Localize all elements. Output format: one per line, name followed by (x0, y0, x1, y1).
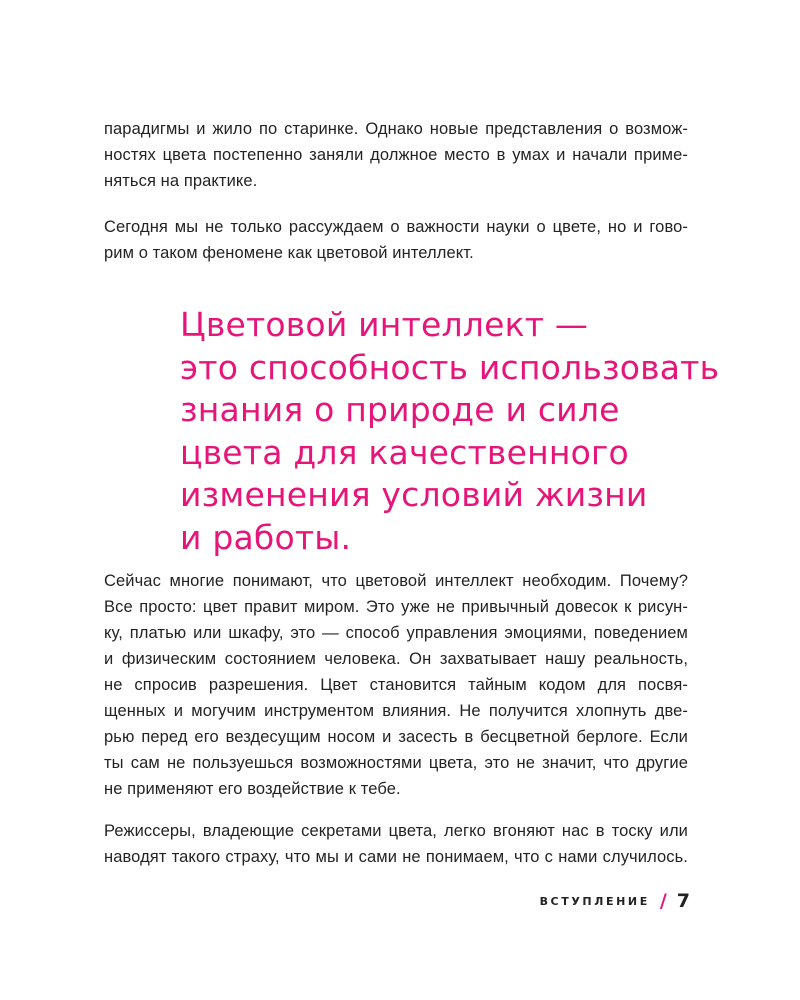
paragraph-line: ностях цвета постепенно заняли должное место в умах и начали приме- (104, 146, 688, 164)
paragraph-2 (104, 214, 688, 266)
paragraph-line: няться на практике. (104, 172, 258, 190)
paragraph-3 (104, 568, 688, 802)
paragraph-line: ты сам не пользуешься возможностями цвета, это не значит, что другие (104, 754, 688, 772)
paragraph-line: ку, платью или шкафу, это — способ управления эмоциями, поведением (104, 624, 688, 642)
pull-quote-line: знания о природе и силе (180, 390, 620, 429)
paragraph-line: не спросив разрешения. Цвет становится тайным кодом для посвя- (104, 676, 688, 694)
pull-quote-line: и работы. (180, 517, 352, 557)
pull-quote-line: цвета для качественного (180, 432, 629, 472)
pull-quote-line: это способность использовать (180, 347, 720, 387)
paragraph-line: Сегодня мы не только рассуждаем о важности науки о цвете, но и гово- (104, 218, 688, 236)
paragraph-line: не применяют его воздействие к тебе. (104, 780, 401, 798)
paragraph-line: парадигмы и жило по старинке. Однако новые представления о возмож- (104, 120, 688, 138)
footer-separator: / (659, 890, 667, 912)
page-number: 7 (676, 890, 690, 912)
section-title: ВСТУПЛЕНИЕ (539, 894, 650, 908)
paragraph-line: и физическим состоянием человека. Он захватывает нашу реальность, (104, 650, 688, 668)
paragraph-4 (104, 818, 688, 870)
paragraph-line: рью перед его вездесущим носом и засесть в бесцветной берлоге. Если (104, 728, 688, 746)
pull-quote-line: Цветовой интеллект — (180, 305, 589, 344)
paragraph-1 (104, 116, 688, 194)
page-footer (540, 890, 690, 912)
paragraph-line: Сейчас многие понимают, что цветовой интеллект необходим. Почему? (104, 572, 688, 590)
paragraph-line: наводят такого страху, что мы и сами не понимаем, что с нами случилось. (104, 848, 688, 866)
paragraph-line: рим о таком феномене как цветовой интеллект. (104, 244, 474, 262)
pull-quote-line: изменения условий жизни (180, 475, 648, 514)
paragraph-line: Все просто: цвет правит миром. Это уже не привычный довесок к рисун- (104, 598, 688, 616)
pull-quote (180, 304, 740, 559)
paragraph-line: щенных и могучим инструментом влияния. Не получится хлопнуть две- (104, 702, 688, 720)
paragraph-line: Режиссеры, владеющие секретами цвета, легко вгоняют нас в тоску или (104, 822, 688, 840)
